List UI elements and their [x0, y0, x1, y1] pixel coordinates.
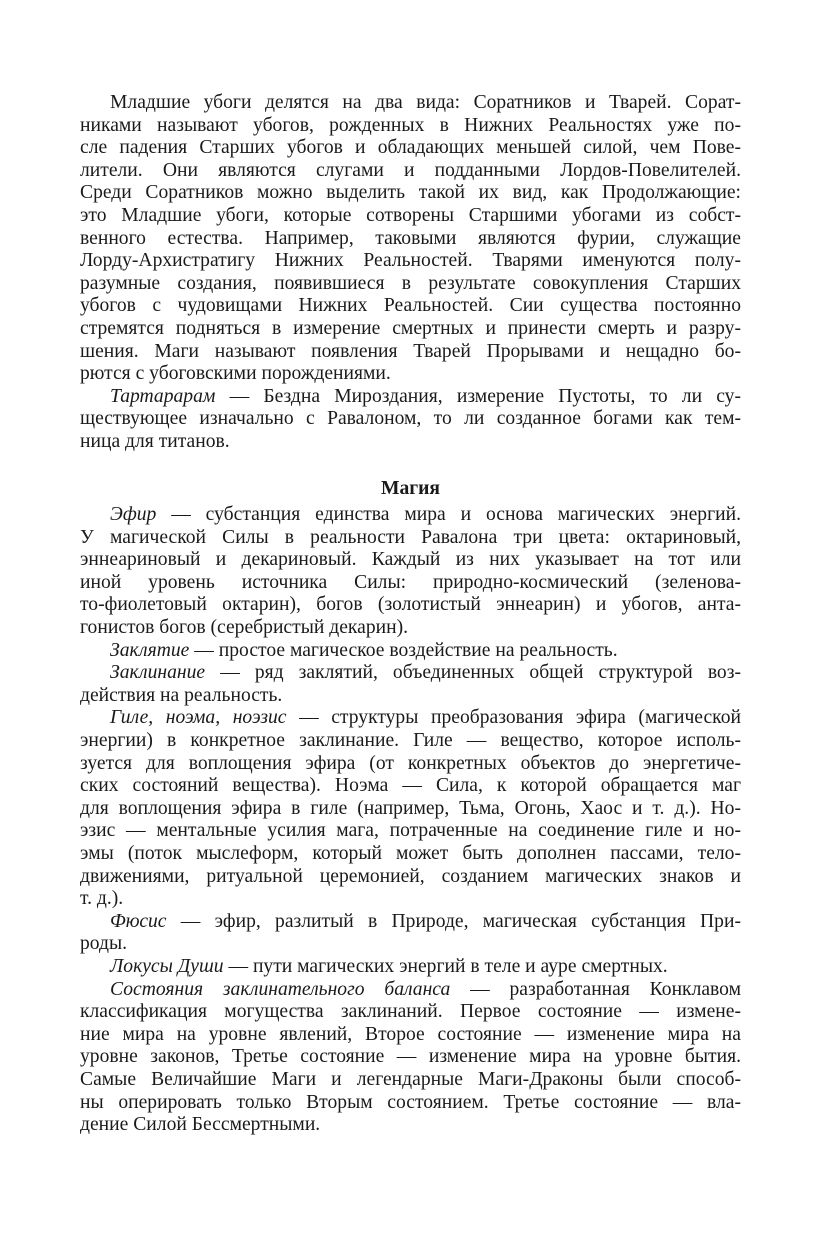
term: Тартарарам	[110, 385, 216, 407]
text-line: действия на реальность.	[80, 684, 283, 706]
text-line	[80, 979, 741, 1002]
text-line: роды.	[80, 933, 128, 955]
text-line: никами называют убогов, рожденных в Нижних Реальностях уже по-	[80, 114, 741, 136]
term: Заклятие	[110, 639, 190, 661]
text-line: Лорду-Архистратигу Нижних Реальностей. Тварями именуются полу-	[80, 250, 741, 272]
text-line	[80, 911, 741, 934]
text-line: иной уровень источника Силы: природно-космический (зеленова-	[80, 571, 741, 593]
text-line: эннеариновый и декариновый. Каждый из них указывает на тот или	[80, 549, 741, 571]
text-line: Младшие убоги делятся на два вида: Соратников и Тварей. Сорат-	[110, 92, 741, 113]
text-line: ние мира на уровне явлений, Второе состояние — изменение мира на	[80, 1023, 741, 1045]
term: Состояния заклинательного баланса	[110, 978, 451, 1000]
text-line	[80, 640, 741, 663]
text-line: гонистов богов (серебристый декарин).	[80, 617, 409, 639]
definition: — эфир, разлитый в Природе, магическая субстанция При-	[166, 910, 741, 932]
definition: — Бездна Мироздания, измерение Пустоты, то ли су-	[215, 385, 741, 407]
definition: — простое магическое воздействие на реальность.	[189, 639, 618, 661]
text-line: стремятся подняться в измерение смертных и принести смерть и разру-	[80, 317, 741, 339]
text-line: ществующее изначально с Равалоном, то ли созданное богами как тем-	[80, 408, 741, 430]
book-page	[80, 92, 741, 1137]
text-line: Самые Величайшие Маги и легендарные Маги-Драконы были способ-	[80, 1068, 741, 1090]
section-heading: Магия	[380, 477, 441, 499]
text-line: ских состояний вещества). Ноэма — Сила, к которой обращается маг	[80, 775, 741, 797]
definition: — пути магических энергий в теле и ауре смертных.	[223, 955, 668, 977]
definition: — субстанция единства мира и основа магических энергий.	[156, 504, 741, 526]
text-line	[80, 662, 741, 685]
text-line: зуется для воплощения эфира (от конкретных объектов до энергетиче-	[80, 752, 741, 774]
text-line	[80, 504, 741, 527]
text-line: Среди Соратников можно выделить такой их вид, как Продолжающие:	[80, 182, 741, 204]
text-line: ны оперировать только Вторым состоянием. Третье состояние — вла-	[80, 1091, 741, 1113]
text-line	[80, 956, 741, 979]
text-line: для воплощения эфира в гиле (например, Тьма, Огонь, Хаос и т. д.). Но-	[80, 797, 741, 819]
text-line: энергии) в конкретное заклинание. Гиле — вещество, которое исполь-	[80, 730, 741, 752]
text-line: это Младшие убоги, которые сотворены Старшими убогами из собст-	[80, 204, 741, 226]
text-line: эмы (поток мыслеформ, который может быть дополнен пассами, тело-	[80, 843, 741, 864]
text-line: то-фиолетовый октарин), богов (золотистый эннеарин) и убогов, анта-	[80, 594, 741, 616]
definition: — разработанная Конклавом	[450, 978, 741, 1000]
text-line: классификация могущества заклинаний. Первое состояние — измене-	[80, 1001, 741, 1023]
term: Гиле, ноэма, ноэзис	[110, 707, 287, 729]
term: Заклинание	[110, 662, 206, 684]
text-line: разумные создания, появившиеся в результате совокупления Старших	[80, 272, 741, 294]
text-line: У магической Силы в реальности Равалона три цвета: октариновый,	[80, 526, 741, 548]
text-line: движениями, ритуальной церемонией, созданием магических знаков и	[80, 865, 741, 887]
text-line: шения. Маги называют появления Тварей Прорывами и нещадно бо-	[80, 340, 741, 362]
text-line: дение Силой Бессмертными.	[80, 1114, 321, 1136]
text-line: ница для титанов.	[80, 430, 230, 452]
text-line: сле падения Старших убогов и обладающих меньшей силой, чем Пове-	[80, 137, 741, 159]
text-line	[80, 386, 741, 409]
term: Фюсис	[110, 910, 167, 932]
definition: — ряд заклятий, объединенных общей структурой воз-	[205, 662, 741, 684]
text-line: рются с убоговскими порождениями.	[80, 363, 391, 385]
definition: — структуры преобразования эфира (магической	[286, 707, 741, 729]
text-line: венного естества. Например, таковыми являются фурии, служащие	[80, 227, 741, 249]
text-line	[80, 707, 741, 730]
text-line: эзис — ментальные усилия мага, потраченные на соединение гиле и но-	[80, 820, 741, 842]
term: Эфир	[110, 504, 157, 526]
text-line: т. д.).	[80, 888, 124, 910]
text-line: убогов с чудовищами Нижних Реальностей. Сии существа постоянно	[80, 295, 741, 317]
text-line: лители. Они являются слугами и подданными Лордов-Повелителей.	[80, 159, 741, 181]
text-line: уровне законов, Третье состояние — изменение мира на уровне бытия.	[80, 1046, 741, 1068]
term: Локусы Души	[110, 955, 224, 977]
